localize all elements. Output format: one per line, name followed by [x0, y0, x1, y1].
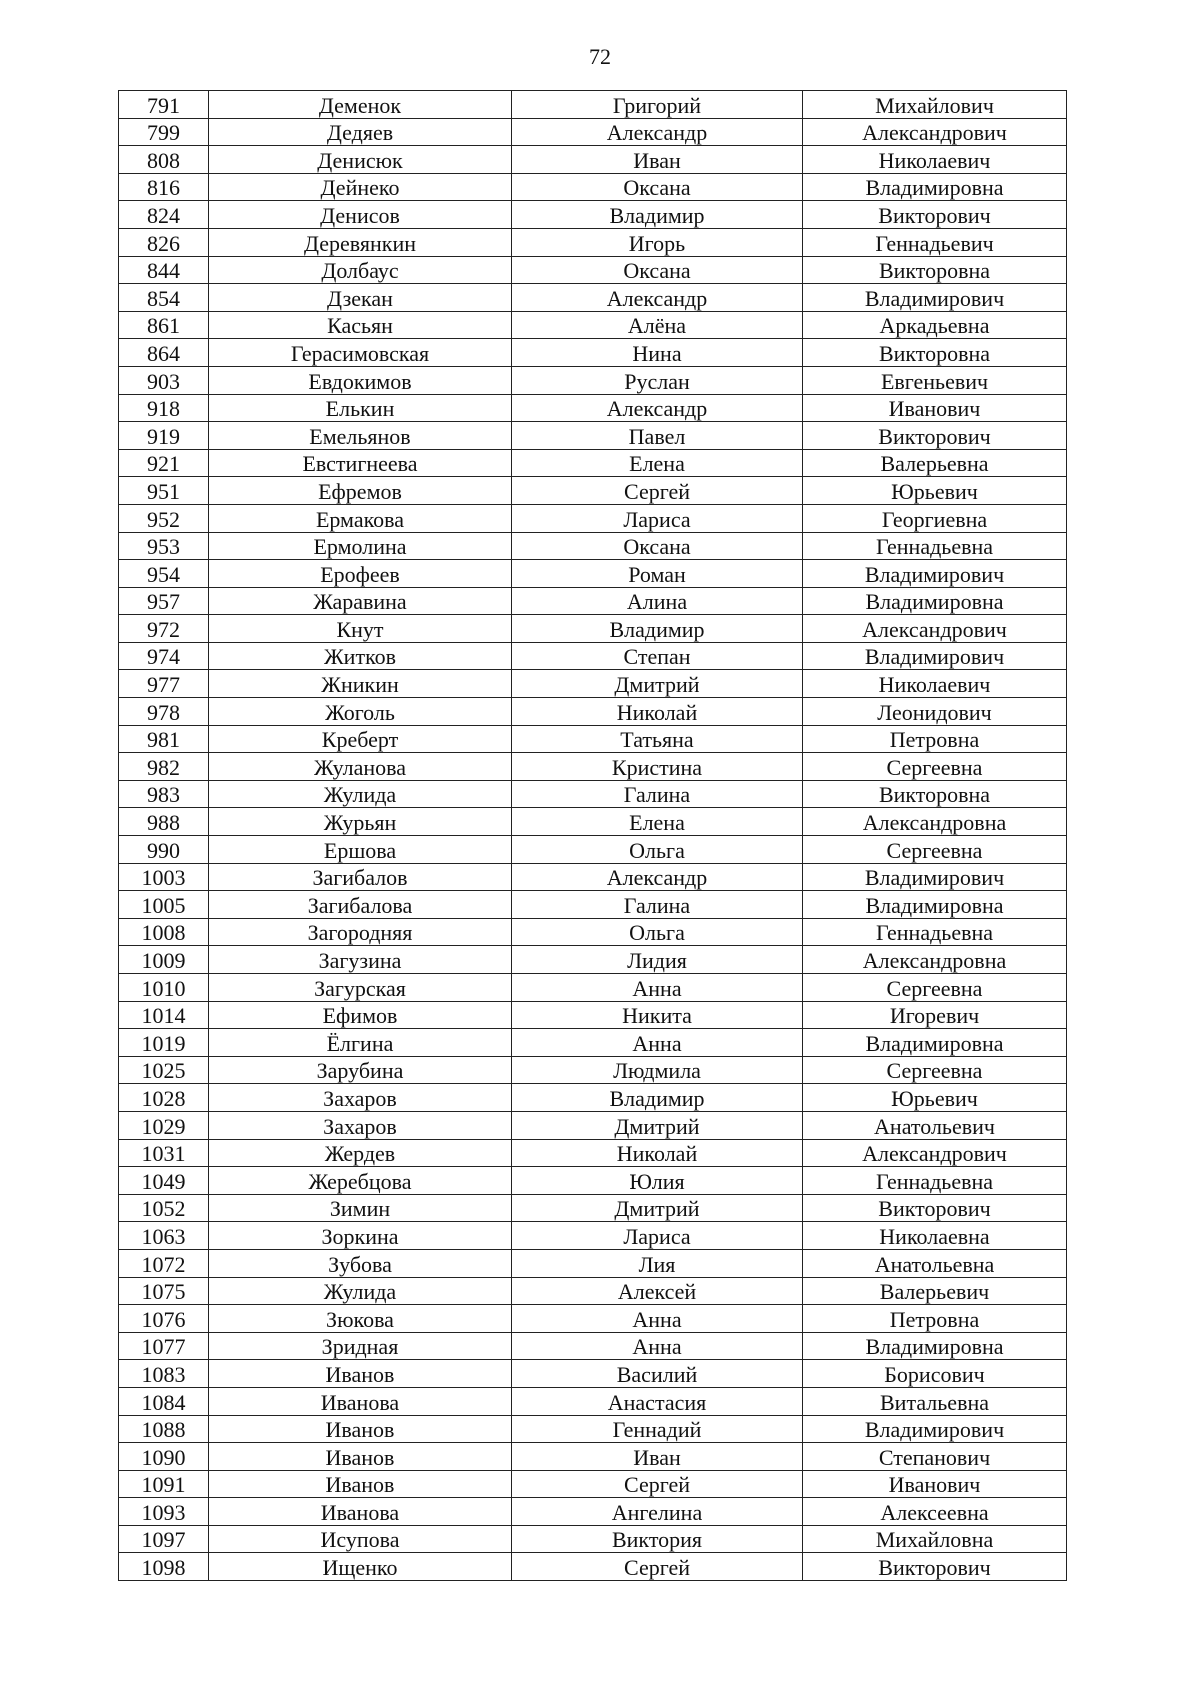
table-row	[119, 228, 1067, 256]
row-number-cell: 816	[119, 173, 209, 201]
patronymic-cell: Владимировна	[803, 1029, 1067, 1057]
row-number-cell: 978	[119, 698, 209, 726]
row-number-cell: 953	[119, 532, 209, 560]
patronymic-cell: Владимирович	[803, 1415, 1067, 1443]
last-name-cell: Зубова	[209, 1249, 512, 1277]
patronymic-cell: Александрович	[803, 118, 1067, 146]
table-row	[119, 1332, 1067, 1360]
table-row	[119, 836, 1067, 864]
table-row	[119, 1029, 1067, 1057]
row-number-cell: 982	[119, 753, 209, 781]
last-name-cell: Долбаус	[209, 256, 512, 284]
first-name-cell: Анна	[512, 1029, 803, 1057]
row-number-cell: 988	[119, 808, 209, 836]
row-number-cell: 983	[119, 780, 209, 808]
last-name-cell: Загибалов	[209, 863, 512, 891]
patronymic-cell: Витальевна	[803, 1387, 1067, 1415]
row-number-cell: 1098	[119, 1553, 209, 1581]
table-row	[119, 1498, 1067, 1526]
patronymic-cell: Михайловна	[803, 1525, 1067, 1553]
table-row	[119, 1470, 1067, 1498]
last-name-cell: Жуланова	[209, 753, 512, 781]
first-name-cell: Павел	[512, 422, 803, 450]
roster-table	[118, 90, 1067, 1581]
last-name-cell: Зимин	[209, 1194, 512, 1222]
row-number-cell: 921	[119, 449, 209, 477]
last-name-cell: Жаравина	[209, 587, 512, 615]
first-name-cell: Татьяна	[512, 725, 803, 753]
table-row	[119, 118, 1067, 146]
patronymic-cell: Валерьевна	[803, 449, 1067, 477]
last-name-cell: Ершова	[209, 836, 512, 864]
row-number-cell: 1084	[119, 1387, 209, 1415]
patronymic-cell: Викторович	[803, 1194, 1067, 1222]
patronymic-cell: Алексеевна	[803, 1498, 1067, 1526]
row-number-cell: 1049	[119, 1167, 209, 1195]
last-name-cell: Зюкова	[209, 1305, 512, 1333]
first-name-cell: Людмила	[512, 1056, 803, 1084]
first-name-cell: Алёна	[512, 311, 803, 339]
first-name-cell: Анна	[512, 974, 803, 1002]
first-name-cell: Оксана	[512, 256, 803, 284]
patronymic-cell: Петровна	[803, 1305, 1067, 1333]
last-name-cell: Загибалова	[209, 891, 512, 919]
table-row	[119, 1415, 1067, 1443]
patronymic-cell: Георгиевна	[803, 504, 1067, 532]
patronymic-cell: Иванович	[803, 1470, 1067, 1498]
first-name-cell: Степан	[512, 642, 803, 670]
table-row	[119, 1249, 1067, 1277]
last-name-cell: Елькин	[209, 394, 512, 422]
first-name-cell: Руслан	[512, 366, 803, 394]
row-number-cell: 972	[119, 615, 209, 643]
last-name-cell: Дедяев	[209, 118, 512, 146]
patronymic-cell: Николаевич	[803, 146, 1067, 174]
row-number-cell: 1097	[119, 1525, 209, 1553]
row-number-cell: 1088	[119, 1415, 209, 1443]
first-name-cell: Анна	[512, 1332, 803, 1360]
patronymic-cell: Викторовна	[803, 256, 1067, 284]
first-name-cell: Никита	[512, 1001, 803, 1029]
first-name-cell: Александр	[512, 284, 803, 312]
last-name-cell: Иванов	[209, 1415, 512, 1443]
row-number-cell: 974	[119, 642, 209, 670]
first-name-cell: Сергей	[512, 1553, 803, 1581]
first-name-cell: Дмитрий	[512, 670, 803, 698]
row-number-cell: 861	[119, 311, 209, 339]
first-name-cell: Владимир	[512, 615, 803, 643]
patronymic-cell: Владимирович	[803, 642, 1067, 670]
patronymic-cell: Аркадьевна	[803, 311, 1067, 339]
last-name-cell: Жулида	[209, 780, 512, 808]
row-number-cell: 1052	[119, 1194, 209, 1222]
table-row	[119, 311, 1067, 339]
patronymic-cell: Сергеевна	[803, 1056, 1067, 1084]
table-row	[119, 1305, 1067, 1333]
table-row	[119, 1084, 1067, 1112]
patronymic-cell: Викторович	[803, 201, 1067, 229]
patronymic-cell: Викторович	[803, 422, 1067, 450]
patronymic-cell: Александровна	[803, 808, 1067, 836]
first-name-cell: Александр	[512, 863, 803, 891]
patronymic-cell: Михайлович	[803, 91, 1067, 119]
last-name-cell: Ефимов	[209, 1001, 512, 1029]
patronymic-cell: Петровна	[803, 725, 1067, 753]
table-row	[119, 422, 1067, 450]
last-name-cell: Жникин	[209, 670, 512, 698]
patronymic-cell: Геннадьевна	[803, 532, 1067, 560]
patronymic-cell: Александрович	[803, 615, 1067, 643]
row-number-cell: 957	[119, 587, 209, 615]
last-name-cell: Загородняя	[209, 918, 512, 946]
patronymic-cell: Евгеньевич	[803, 366, 1067, 394]
last-name-cell: Ермолина	[209, 532, 512, 560]
row-number-cell: 1005	[119, 891, 209, 919]
row-number-cell: 844	[119, 256, 209, 284]
table-row	[119, 256, 1067, 284]
last-name-cell: Касьян	[209, 311, 512, 339]
patronymic-cell: Иванович	[803, 394, 1067, 422]
last-name-cell: Деревянкин	[209, 228, 512, 256]
last-name-cell: Ефремов	[209, 477, 512, 505]
table-row	[119, 1277, 1067, 1305]
patronymic-cell: Викторовна	[803, 339, 1067, 367]
last-name-cell: Исупова	[209, 1525, 512, 1553]
last-name-cell: Ерофеев	[209, 560, 512, 588]
table-row	[119, 532, 1067, 560]
last-name-cell: Емельянов	[209, 422, 512, 450]
first-name-cell: Николай	[512, 698, 803, 726]
patronymic-cell: Геннадьевна	[803, 918, 1067, 946]
last-name-cell: Загурская	[209, 974, 512, 1002]
table-row	[119, 504, 1067, 532]
table-row	[119, 91, 1067, 119]
last-name-cell: Ищенко	[209, 1553, 512, 1581]
patronymic-cell: Юрьевич	[803, 477, 1067, 505]
first-name-cell: Елена	[512, 808, 803, 836]
first-name-cell: Геннадий	[512, 1415, 803, 1443]
patronymic-cell: Степанович	[803, 1443, 1067, 1471]
first-name-cell: Нина	[512, 339, 803, 367]
first-name-cell: Игорь	[512, 228, 803, 256]
table-row	[119, 560, 1067, 588]
patronymic-cell: Валерьевич	[803, 1277, 1067, 1305]
last-name-cell: Иванов	[209, 1443, 512, 1471]
last-name-cell: Иванов	[209, 1360, 512, 1388]
patronymic-cell: Владимирович	[803, 863, 1067, 891]
patronymic-cell: Игоревич	[803, 1001, 1067, 1029]
first-name-cell: Иван	[512, 146, 803, 174]
table-row	[119, 1167, 1067, 1195]
first-name-cell: Галина	[512, 891, 803, 919]
first-name-cell: Владимир	[512, 1084, 803, 1112]
table-row	[119, 1056, 1067, 1084]
patronymic-cell: Владимировна	[803, 587, 1067, 615]
first-name-cell: Алина	[512, 587, 803, 615]
patronymic-cell: Сергеевна	[803, 753, 1067, 781]
patronymic-cell: Анатольевна	[803, 1249, 1067, 1277]
first-name-cell: Ольга	[512, 918, 803, 946]
table-row	[119, 449, 1067, 477]
first-name-cell: Сергей	[512, 477, 803, 505]
table-row	[119, 1111, 1067, 1139]
row-number-cell: 990	[119, 836, 209, 864]
table-row	[119, 1387, 1067, 1415]
patronymic-cell: Геннадьевич	[803, 228, 1067, 256]
table-row	[119, 974, 1067, 1002]
row-number-cell: 903	[119, 366, 209, 394]
last-name-cell: Герасимовская	[209, 339, 512, 367]
row-number-cell: 824	[119, 201, 209, 229]
row-number-cell: 1090	[119, 1443, 209, 1471]
first-name-cell: Александр	[512, 118, 803, 146]
first-name-cell: Лариса	[512, 504, 803, 532]
patronymic-cell: Александровна	[803, 946, 1067, 974]
table-row	[119, 725, 1067, 753]
first-name-cell: Дмитрий	[512, 1111, 803, 1139]
row-number-cell: 864	[119, 339, 209, 367]
row-number-cell: 1077	[119, 1332, 209, 1360]
last-name-cell: Ермакова	[209, 504, 512, 532]
table-row	[119, 173, 1067, 201]
last-name-cell: Кнут	[209, 615, 512, 643]
patronymic-cell: Сергеевна	[803, 974, 1067, 1002]
last-name-cell: Зарубина	[209, 1056, 512, 1084]
first-name-cell: Василий	[512, 1360, 803, 1388]
row-number-cell: 954	[119, 560, 209, 588]
last-name-cell: Дзекан	[209, 284, 512, 312]
roster-table-body	[119, 91, 1067, 1581]
table-row	[119, 284, 1067, 312]
table-row	[119, 1194, 1067, 1222]
last-name-cell: Деменок	[209, 91, 512, 119]
last-name-cell: Денисов	[209, 201, 512, 229]
first-name-cell: Елена	[512, 449, 803, 477]
first-name-cell: Виктория	[512, 1525, 803, 1553]
row-number-cell: 1014	[119, 1001, 209, 1029]
first-name-cell: Ольга	[512, 836, 803, 864]
patronymic-cell: Владимировна	[803, 173, 1067, 201]
table-row	[119, 670, 1067, 698]
table-row	[119, 698, 1067, 726]
first-name-cell: Лариса	[512, 1222, 803, 1250]
patronymic-cell: Геннадьевна	[803, 1167, 1067, 1195]
row-number-cell: 981	[119, 725, 209, 753]
patronymic-cell: Владимирович	[803, 560, 1067, 588]
patronymic-cell: Владимировна	[803, 1332, 1067, 1360]
last-name-cell: Дейнеко	[209, 173, 512, 201]
row-number-cell: 1072	[119, 1249, 209, 1277]
row-number-cell: 1076	[119, 1305, 209, 1333]
table-row	[119, 1222, 1067, 1250]
patronymic-cell: Викторович	[803, 1553, 1067, 1581]
patronymic-cell: Анатольевич	[803, 1111, 1067, 1139]
first-name-cell: Дмитрий	[512, 1194, 803, 1222]
table-row	[119, 615, 1067, 643]
first-name-cell: Оксана	[512, 173, 803, 201]
patronymic-cell: Сергеевна	[803, 836, 1067, 864]
first-name-cell: Галина	[512, 780, 803, 808]
row-number-cell: 951	[119, 477, 209, 505]
last-name-cell: Захаров	[209, 1111, 512, 1139]
last-name-cell: Иванова	[209, 1498, 512, 1526]
row-number-cell: 1028	[119, 1084, 209, 1112]
table-row	[119, 1525, 1067, 1553]
row-number-cell: 808	[119, 146, 209, 174]
table-row	[119, 753, 1067, 781]
patronymic-cell: Леонидович	[803, 698, 1067, 726]
row-number-cell: 1063	[119, 1222, 209, 1250]
row-number-cell: 1075	[119, 1277, 209, 1305]
patronymic-cell: Николаевич	[803, 670, 1067, 698]
last-name-cell: Зридная	[209, 1332, 512, 1360]
patronymic-cell: Владимирович	[803, 284, 1067, 312]
last-name-cell: Евдокимов	[209, 366, 512, 394]
row-number-cell: 1093	[119, 1498, 209, 1526]
row-number-cell: 854	[119, 284, 209, 312]
row-number-cell: 826	[119, 228, 209, 256]
row-number-cell: 1010	[119, 974, 209, 1002]
first-name-cell: Юлия	[512, 1167, 803, 1195]
first-name-cell: Григорий	[512, 91, 803, 119]
row-number-cell: 919	[119, 422, 209, 450]
row-number-cell: 1019	[119, 1029, 209, 1057]
first-name-cell: Кристина	[512, 753, 803, 781]
row-number-cell: 1029	[119, 1111, 209, 1139]
last-name-cell: Захаров	[209, 1084, 512, 1112]
table-row	[119, 394, 1067, 422]
row-number-cell: 1083	[119, 1360, 209, 1388]
first-name-cell: Александр	[512, 394, 803, 422]
last-name-cell: Жердев	[209, 1139, 512, 1167]
row-number-cell: 918	[119, 394, 209, 422]
row-number-cell: 977	[119, 670, 209, 698]
last-name-cell: Жулида	[209, 1277, 512, 1305]
first-name-cell: Алексей	[512, 1277, 803, 1305]
table-row	[119, 366, 1067, 394]
first-name-cell: Сергей	[512, 1470, 803, 1498]
last-name-cell: Евстигнеева	[209, 449, 512, 477]
last-name-cell: Житков	[209, 642, 512, 670]
table-row	[119, 1139, 1067, 1167]
patronymic-cell: Александрович	[803, 1139, 1067, 1167]
patronymic-cell: Николаевна	[803, 1222, 1067, 1250]
first-name-cell: Роман	[512, 560, 803, 588]
last-name-cell: Жеребцова	[209, 1167, 512, 1195]
last-name-cell: Загузина	[209, 946, 512, 974]
row-number-cell: 952	[119, 504, 209, 532]
row-number-cell: 1091	[119, 1470, 209, 1498]
table-row	[119, 146, 1067, 174]
row-number-cell: 791	[119, 91, 209, 119]
last-name-cell: Журьян	[209, 808, 512, 836]
row-number-cell: 1003	[119, 863, 209, 891]
table-row	[119, 863, 1067, 891]
table-row	[119, 808, 1067, 836]
last-name-cell: Иванов	[209, 1470, 512, 1498]
first-name-cell: Анна	[512, 1305, 803, 1333]
table-row	[119, 946, 1067, 974]
table-row	[119, 1443, 1067, 1471]
row-number-cell: 1009	[119, 946, 209, 974]
row-number-cell: 799	[119, 118, 209, 146]
table-row	[119, 1360, 1067, 1388]
first-name-cell: Николай	[512, 1139, 803, 1167]
first-name-cell: Иван	[512, 1443, 803, 1471]
patronymic-cell: Владимировна	[803, 891, 1067, 919]
patronymic-cell: Борисович	[803, 1360, 1067, 1388]
page-number: 72	[589, 44, 611, 69]
first-name-cell: Анастасия	[512, 1387, 803, 1415]
table-row	[119, 780, 1067, 808]
table-row	[119, 587, 1067, 615]
patronymic-cell: Викторовна	[803, 780, 1067, 808]
row-number-cell: 1008	[119, 918, 209, 946]
last-name-cell: Жоголь	[209, 698, 512, 726]
first-name-cell: Владимир	[512, 201, 803, 229]
table-row	[119, 477, 1067, 505]
last-name-cell: Ёлгина	[209, 1029, 512, 1057]
table-row	[119, 918, 1067, 946]
row-number-cell: 1025	[119, 1056, 209, 1084]
table-row	[119, 642, 1067, 670]
row-number-cell: 1031	[119, 1139, 209, 1167]
last-name-cell: Креберт	[209, 725, 512, 753]
last-name-cell: Иванова	[209, 1387, 512, 1415]
first-name-cell: Оксана	[512, 532, 803, 560]
first-name-cell: Лидия	[512, 946, 803, 974]
table-row	[119, 891, 1067, 919]
first-name-cell: Ангелина	[512, 1498, 803, 1526]
first-name-cell: Лия	[512, 1249, 803, 1277]
table-row	[119, 339, 1067, 367]
last-name-cell: Денисюк	[209, 146, 512, 174]
table-row	[119, 1553, 1067, 1581]
patronymic-cell: Юрьевич	[803, 1084, 1067, 1112]
table-row	[119, 201, 1067, 229]
table-row	[119, 1001, 1067, 1029]
last-name-cell: Зоркина	[209, 1222, 512, 1250]
